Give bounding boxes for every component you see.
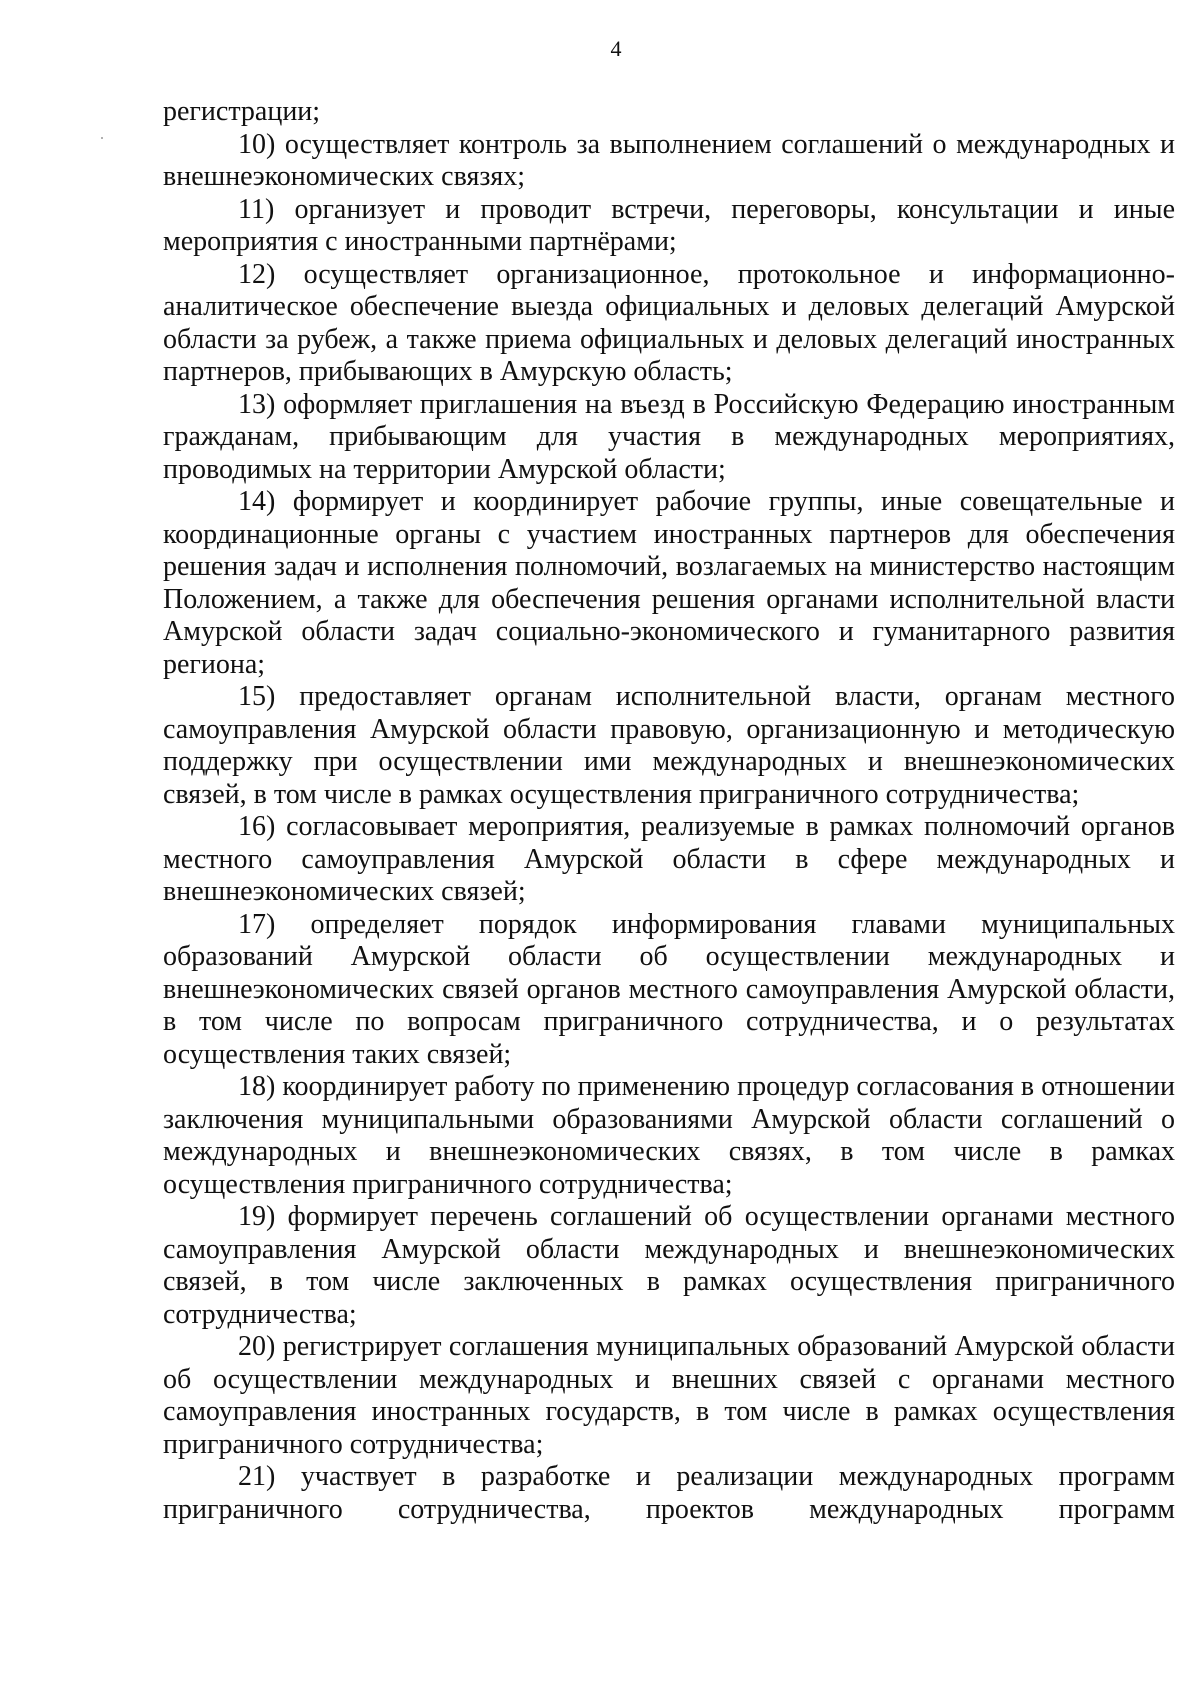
list-item-17: 17) определяет порядок информирования главами муниципальных образований Амурской области об осуществлении международных и внешнеэкономических связей органов местного самоуправления Амурской области, в том числе по вопросам приграничного сотрудничества, и о результатах осуществления таких связей; — [163, 908, 1175, 1070]
page-number: 4 — [610, 36, 622, 61]
list-item-10: 10) осуществляет контроль за выполнением соглашений о международных и внешнеэкономических связях; — [163, 128, 1175, 192]
list-item-19: 19) формирует перечень соглашений об осуществлении органами местного самоуправления Амурской области международных и внешнеэкономических связей, в том числе заключенных в рамках осуществления приграничного сотрудничества; — [163, 1201, 1175, 1330]
list-item-16: 16) согласовывает мероприятия, реализуемые в рамках полномочий органов местного самоуправления Амурской области в сфере международных и внешнеэкономических связей; — [163, 811, 1175, 907]
list-item-12: 12) осуществляет организационное, протокольное и информационно-аналитическое обеспечение выезда официальных и деловых делегаций Амурской области за рубеж, а также приема официальных и деловых делегаций иностранных партнеров, прибывающих в Амурскую область; — [163, 258, 1175, 387]
paragraph-continuation: регистрации; — [163, 96, 321, 127]
document-body — [163, 96, 1175, 1526]
list-item-14: 14) формирует и координирует рабочие группы, иные совещательные и координационные органы с участием иностранных партнеров для обеспечения решения задач и исполнения полномочий, возлагаемых на министерство настоящим Положением, а также для обеспечения решения органами исполнительной власти Амурской области задач социально-экономического и гуманитарного развития региона; — [163, 486, 1175, 680]
list-item-11: 11) организует и проводит встречи, переговоры, консультации и иные мероприятия с иностранными партнёрами; — [163, 193, 1175, 257]
list-item-18: 18) координирует работу по применению процедур согласования в отношении заключения муниципальными образованиями Амурской области соглашений о международных и внешнеэкономических связях, в том числе в рамках осуществления приграничного сотрудничества; — [163, 1071, 1175, 1200]
list-item-15: 15) предоставляет органам исполнительной власти, органам местного самоуправления Амурской области правовую, организационную и методическую поддержку при осуществлении ими международных и внешнеэкономических связей, в том числе в рамках осуществления приграничного сотрудничества; — [163, 681, 1175, 810]
list-item-21: 21) участвует в разработке и реализации международных программ приграничного сотрудничества, проектов международных программ — [163, 1461, 1175, 1525]
scan-speck — [101, 137, 103, 139]
list-item-13: 13) оформляет приглашения на въезд в Российскую Федерацию иностранным гражданам, прибывающим для участия в международных мероприятиях, проводимых на территории Амурской области; — [163, 388, 1175, 485]
list-item-20: 20) регистрирует соглашения муниципальных образований Амурской области об осуществлении международных и внешних связей с органами местного самоуправления иностранных государств, в том числе в рамках осуществления приграничного сотрудничества; — [163, 1331, 1175, 1460]
